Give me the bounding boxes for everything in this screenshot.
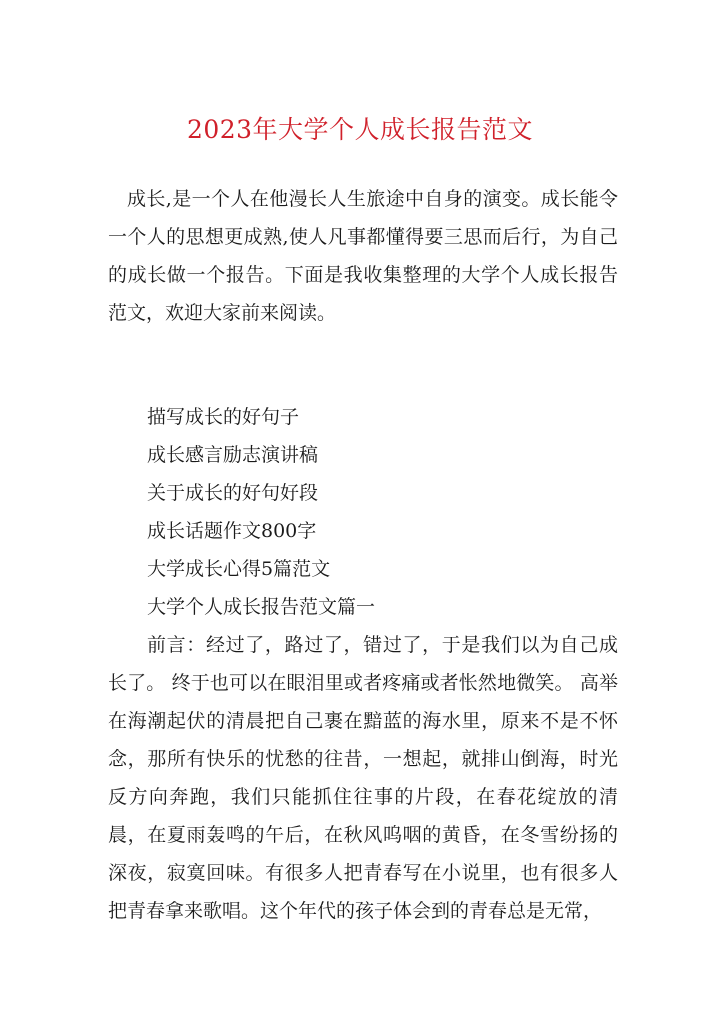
body-paragraph: 前言：经过了，路过了，错过了，于是我们以为自己成长了。 终于也可以在眼泪里或者疼痛或者怅然地微笑。 高举在海潮起伏的清晨把自己裹在黯蓝的海水里，原来不是不怀念，那所有快乐的忧愁的往昔，一想起，就排山倒海，时光反方向奔跑，我们只能抓住往事的片段，在春花绽放的清晨，在夏雨轰鸣的午后，在秋风呜咽的黄昏，在冬雪纷扬的深夜，寂寞回味。有很多人把青春写在小说里，也有很多人把青春拿来歌唱。这个年代的孩子体会到的青春总是无常， [108, 634, 618, 922]
section-heading: 大学个人成长报告范文篇一 [147, 596, 376, 618]
intro-paragraph: 成长,是一个人在他漫长人生旅途中自身的演变。成长能令一个人的思想更成熟,使人凡事都懂得要三思而后行，为自己的成长做一个报告。下面是我收集整理的大学个人成长报告范文，欢迎大家前来阅读。 [108, 188, 618, 324]
related-link[interactable]: 大学成长心得5篇范文 [147, 558, 331, 580]
related-link[interactable]: 成长话题作文800字 [147, 520, 317, 542]
related-link[interactable]: 关于成长的好句好段 [147, 482, 319, 504]
related-link[interactable]: 描写成长的好句子 [147, 406, 300, 428]
document-title: 2023年大学个人成长报告范文 [186, 115, 534, 144]
related-link[interactable]: 成长感言励志演讲稿 [147, 444, 319, 466]
related-links-list [147, 398, 330, 588]
